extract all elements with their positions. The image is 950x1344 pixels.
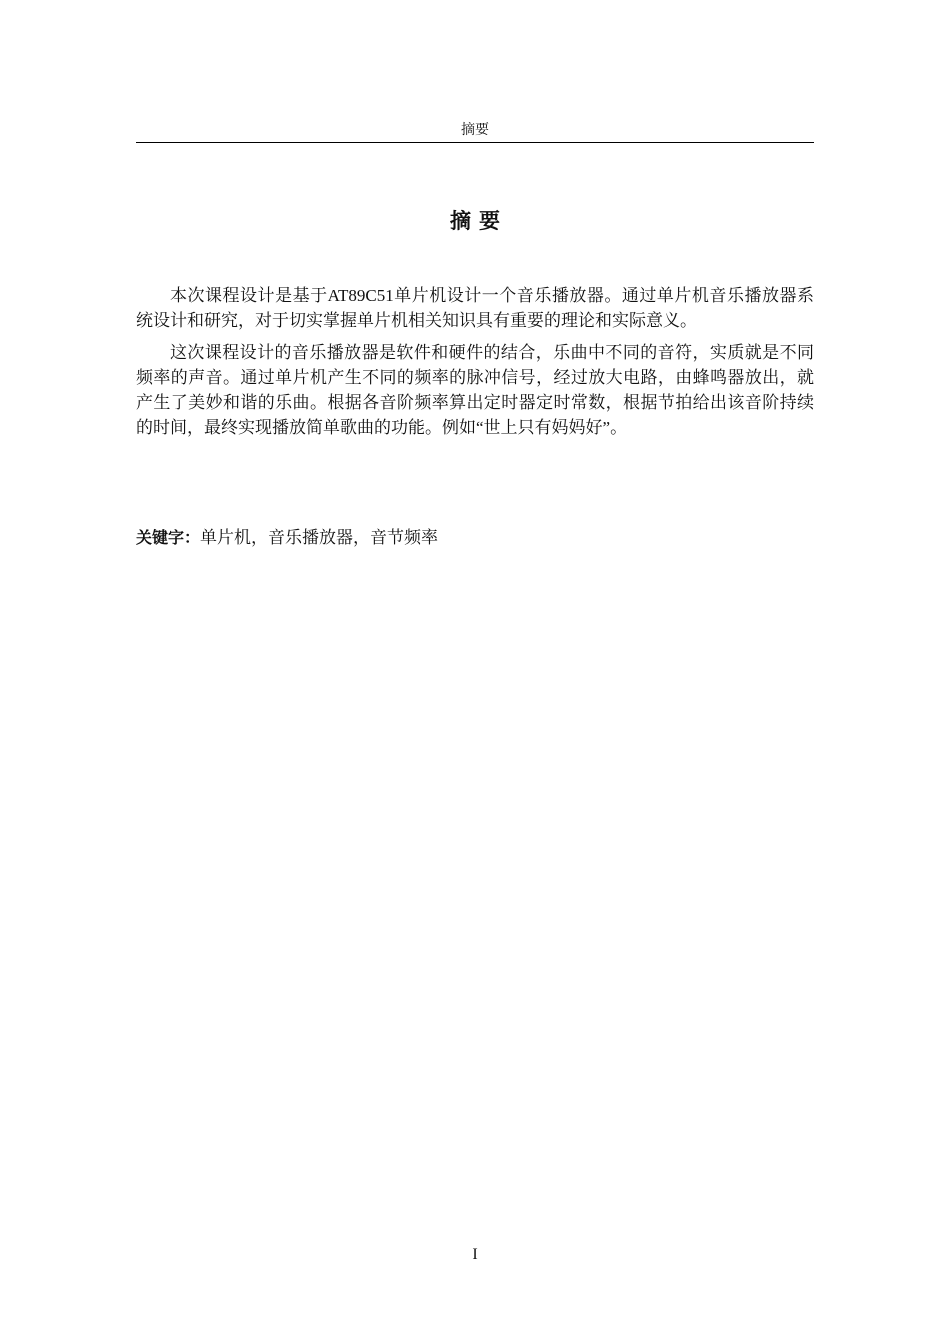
abstract-paragraph-2: 这次课程设计的音乐播放器是软件和硬件的结合，乐曲中不同的音符，实质就是不同频率的声音。通过单片机产生不同的频率的脉冲信号，经过放大电路，由蜂鸣器放出，就产生了美妙和谐的乐曲。根据各音阶频率算出定时器定时常数，根据节拍给出该音阶持续的时间，最终实现播放简单歌曲的功能。例如“世上只有妈妈好”。	[136, 343, 814, 437]
abstract-paragraph-1: 本次课程设计是基于AT89C51单片机设计一个音乐播放器。通过单片机音乐播放器系统设计和研究，对于切实掌握单片机相关知识具有重要的理论和实际意义。	[136, 286, 814, 330]
keywords-line	[136, 525, 814, 550]
keywords-label: 关键字：	[136, 528, 201, 547]
running-header: 摘要	[461, 123, 489, 138]
page-number: I	[472, 1246, 478, 1263]
abstract-body	[136, 283, 814, 447]
header-divider	[136, 142, 814, 143]
page-title: 摘要	[450, 209, 508, 233]
keywords-value: 单片机，音乐播放器，音节频率	[200, 528, 439, 547]
